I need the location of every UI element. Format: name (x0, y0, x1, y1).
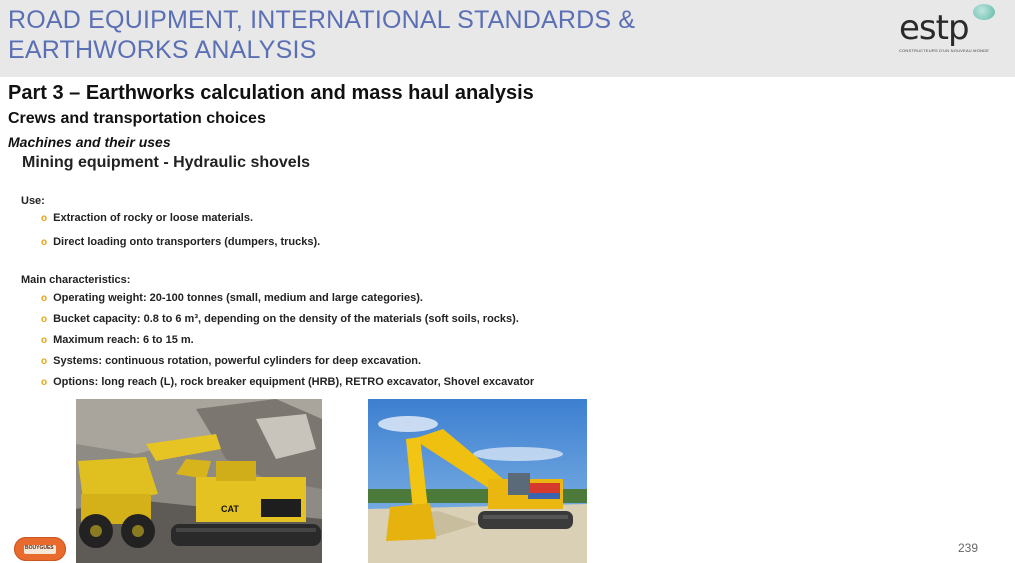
bullet-marker-icon: o (41, 335, 48, 346)
slide-header (0, 0, 1015, 77)
characteristic-item (41, 355, 421, 367)
part-title: Part 3 – Earthworks calculation and mass haul analysis (8, 82, 534, 104)
header-title (8, 5, 708, 65)
characteristics-label: Main characteristics: (21, 274, 131, 286)
logo-tagline: CONSTRUCTEURS D'UN NOUVEAU MONDE (899, 48, 990, 53)
section-italic: Machines and their uses (8, 134, 171, 150)
use-item-text: Direct loading onto transporters (dumpers, trucks). (53, 236, 321, 248)
use-item-text: Extraction of rocky or loose materials. (53, 212, 254, 224)
photo-hydraulic-excavator-art (368, 399, 587, 563)
bouygues-logo-text: BOUYGUES (25, 545, 54, 551)
logo-word: estp (899, 8, 969, 48)
cat-brand-label: CAT (221, 504, 239, 514)
use-item (41, 212, 253, 224)
characteristic-item-text: Systems: continuous rotation, powerful cylinders for deep excavation. (53, 355, 422, 367)
bullet-marker-icon: o (41, 356, 48, 367)
page-number: 239 (958, 541, 979, 555)
estp-logo (893, 2, 1003, 62)
bullet-marker-icon: o (41, 213, 48, 224)
use-item (41, 236, 320, 248)
header-title-line2: EARTHWORKS ANALYSIS (8, 36, 317, 64)
subtitle: Crews and transportation choices (8, 110, 266, 127)
characteristic-item (41, 334, 194, 346)
characteristic-item-text: Maximum reach: 6 to 15 m. (53, 334, 194, 346)
bullet-marker-icon: o (41, 377, 48, 388)
characteristic-item-text: Operating weight: 20-100 tonnes (small, medium and large categories). (53, 292, 423, 304)
characteristic-item (41, 292, 423, 304)
characteristic-item-text: Bucket capacity: 0.8 to 6 m³, depending on the density of the materials (soft soils, rocks). (53, 313, 519, 325)
characteristic-item (41, 376, 534, 388)
characteristic-item (41, 313, 519, 325)
bullet-marker-icon: o (41, 293, 48, 304)
photo-shovel-loading-dumper (76, 399, 322, 563)
characteristic-item-text: Options: long reach (L), rock breaker equipment (HRB), RETRO excavator, Shovel excavator (53, 376, 535, 388)
header-title-line1: ROAD EQUIPMENT, INTERNATIONAL STANDARDS & (8, 6, 636, 34)
logo-swirl-icon (973, 4, 995, 20)
bouygues-logo (14, 537, 66, 561)
bullet-marker-icon: o (41, 237, 48, 248)
equipment-title: Mining equipment - Hydraulic shovels (22, 154, 311, 171)
bullet-marker-icon: o (41, 314, 48, 325)
photo-hydraulic-excavator (368, 399, 587, 563)
use-label: Use: (21, 195, 45, 207)
photo-shovel-loading-dumper-art (76, 399, 322, 563)
